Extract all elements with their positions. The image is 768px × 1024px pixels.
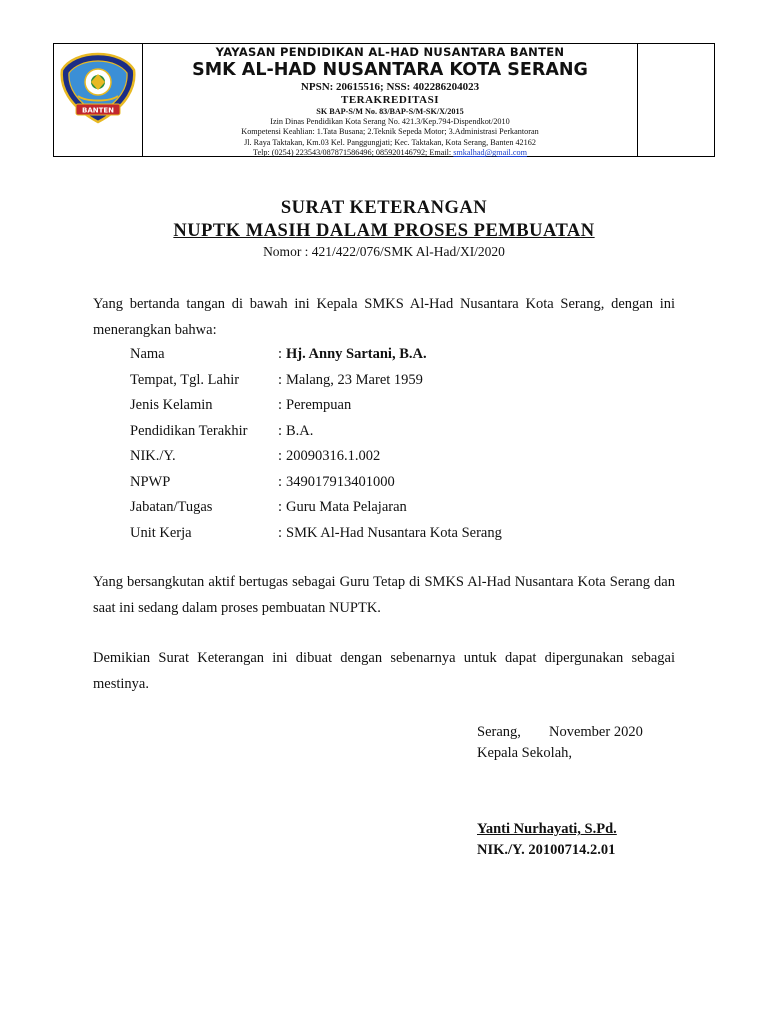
field-value: B.A. [286, 422, 314, 439]
school-logo [58, 52, 138, 126]
field-label: NPWP [130, 473, 171, 490]
field-label: Tempat, Tgl. Lahir [130, 371, 240, 388]
signature-block [477, 819, 617, 861]
signer-position: Kepala Sekolah, [477, 745, 573, 761]
signature-date: November 2020 [549, 724, 643, 740]
signature-city: Serang, [477, 724, 521, 740]
letter-number: Nomor : 421/422/076/SMK Al-Had/XI/2020 [263, 244, 505, 259]
field-label: Pendidikan Terakhir [130, 422, 248, 439]
signer-name: Yanti Nurhayati, S.Pd. [477, 821, 617, 837]
logo-ribbon-text: BANTEN [81, 106, 115, 115]
field-value: SMK Al-Had Nusantara Kota Serang [286, 524, 502, 541]
status-paragraph: Yang bersangkutan aktif bertugas sebagai Guru Tetap di SMKS Al-Had Nusantara Kota Serang dan saat ini sedang dalam proses pembuatan NUPTK. [93, 574, 675, 616]
field-value: Perempuan [286, 397, 352, 413]
field-label: Unit Kerja [130, 524, 192, 541]
identity-fields [130, 342, 502, 546]
field-value: Hj. Anny Sartani, B.A. [286, 346, 427, 362]
school-name: SMK AL-HAD NUSANTARA KOTA SERANG [192, 60, 588, 80]
field-colon: : [278, 397, 283, 413]
field-colon: : [278, 346, 283, 362]
field-row [130, 495, 502, 521]
intro-paragraph: Yang bertanda tangan di bawah ini Kepala SMKS Al-Had Nusantara Kota Serang, dengan ini menerangkan bahwa: [93, 296, 675, 338]
field-colon: : [278, 524, 283, 541]
field-row [130, 393, 502, 419]
field-value: 349017913401000 [286, 473, 395, 490]
signature-place-date [477, 722, 643, 764]
npsn-nss: NPSN: 20615516; NSS: 402286204023 [300, 81, 480, 93]
field-value: Malang, 23 Maret 1959 [286, 371, 423, 388]
place-date-line [477, 722, 643, 743]
competency-list: Kompetensi Keahlian: 1.Tata Busana; 2.Teknik Sepeda Motor; 3.Administrasi Perkantoran [241, 127, 539, 137]
accreditation-sk: SK BAP-S/M No. 83/BAP-S/M-SK/X/2015 [316, 107, 464, 116]
accreditation-status: TERAKREDITASI [341, 94, 439, 106]
letterhead-text [143, 44, 637, 156]
field-row [130, 368, 502, 394]
letterhead [53, 43, 715, 157]
letterhead-right-cell [637, 44, 714, 156]
field-row [130, 521, 502, 547]
email-link[interactable]: smkalhad@gmail.com [453, 147, 527, 157]
signer-nik: NIK./Y. 20100714.2.01 [477, 842, 616, 858]
field-row [130, 342, 502, 368]
field-value: Guru Mata Pelajaran [286, 499, 407, 515]
field-label: Jenis Kelamin [130, 397, 213, 413]
field-colon: : [278, 499, 283, 515]
field-label: NIK./Y. [130, 448, 176, 464]
letter-subtitle: NUPTK MASIH DALAM PROSES PEMBUATAN [173, 221, 595, 241]
field-colon: : [278, 448, 283, 464]
field-colon: : [278, 371, 283, 388]
field-colon: : [278, 422, 283, 439]
school-address: Jl. Raya Taktakan, Km.03 Kel. Panggungjati; Kec. Taktakan, Kota Serang, Banten 42162 [244, 137, 536, 147]
field-row [130, 470, 502, 496]
contact-line [143, 148, 637, 158]
field-label: Nama [130, 346, 165, 362]
contact-phone: Telp: (0254) 223543/087871586496; 085920146792; Email: [253, 147, 454, 157]
field-row [130, 419, 502, 445]
operating-permit: Izin Dinas Pendidikan Kota Serang No. 421.3/Kep.794-Dispendkot/2010 [270, 117, 510, 127]
field-colon: : [278, 473, 283, 490]
letter-title: SURAT KETERANGAN [280, 198, 488, 218]
field-value: 20090316.1.002 [286, 448, 381, 464]
letterhead-logo-cell [54, 44, 143, 156]
field-row [130, 444, 502, 470]
field-label: Jabatan/Tugas [130, 499, 213, 515]
foundation-name: YAYASAN PENDIDIKAN AL-HAD NUSANTARA BANTEN [215, 45, 565, 59]
closing-paragraph: Demikian Surat Keterangan ini dibuat dengan sebenarnya untuk dapat dipergunakan sebagai mestinya. [93, 650, 675, 692]
